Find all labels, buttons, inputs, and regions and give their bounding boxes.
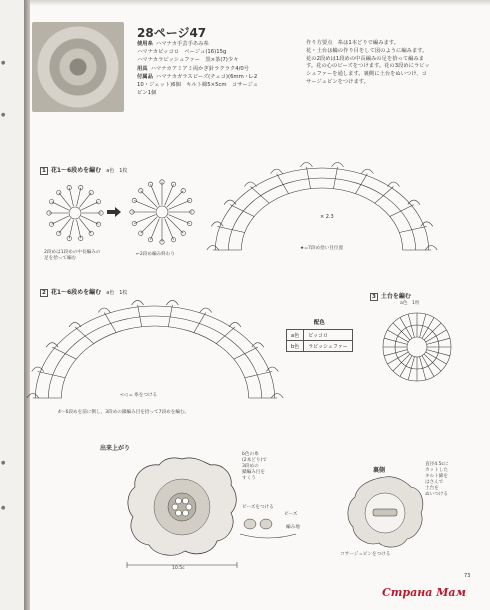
stitch-mark <box>52 202 69 210</box>
bead <box>183 510 189 516</box>
note-line: 作り方要点 糸は1本どりで編みます。 <box>306 40 399 46</box>
stitch-mark <box>81 216 98 224</box>
stitch-loop <box>67 185 71 189</box>
scallop <box>46 343 58 348</box>
stitch-mark <box>151 184 160 205</box>
knit-label: 編み地 <box>286 525 300 530</box>
bead-attach-label: ビーズをつける <box>242 505 274 510</box>
note-line: サージュピンをつけます。 <box>306 78 369 85</box>
repeat-label: × 2.3 <box>320 214 334 220</box>
back-heading: 裏側 <box>373 467 386 474</box>
material-row: 付属品 ハマナカガラスビーズ(チェコ)(6mm・L-2 <box>137 73 258 80</box>
note-line: シュファーを通します。裏側に土台をぬいつけ、コ <box>306 71 427 78</box>
stitch-mark <box>393 354 410 371</box>
stitch-mark <box>194 312 206 332</box>
section1-motif-right <box>125 175 200 250</box>
stitch-mark <box>141 191 157 207</box>
scallop <box>244 182 256 187</box>
stitch-mark <box>424 354 441 371</box>
material-row: 10・ジェット)6個 キルト綿5×5cm コサージュ <box>137 82 259 89</box>
stitch-loop <box>57 231 61 235</box>
materials-list <box>137 40 297 97</box>
scallop <box>166 300 178 305</box>
section1-note-left: 2段めは1段めの中長編みの 足を拾って編む <box>44 250 101 261</box>
scallop <box>224 200 236 205</box>
stitch-mark <box>355 174 367 194</box>
stitch-mark <box>77 220 81 239</box>
bead <box>172 504 178 510</box>
stitch-mark <box>134 201 155 210</box>
scallop <box>252 343 264 348</box>
bead <box>176 498 182 504</box>
stitch-mark <box>234 347 258 359</box>
stitch-mark <box>59 193 71 208</box>
bead <box>176 510 182 516</box>
stitch-loop <box>89 190 93 194</box>
stitch-mark <box>52 216 69 224</box>
section-2-heading: 2 花1～6段めを編む a色 1枚 <box>42 289 128 296</box>
pin-label: コサージュピンをつける <box>340 552 391 557</box>
section1-note-right: ★=7段め拾い目位置 <box>300 246 344 251</box>
section-3-heading: 3 土台を編む <box>372 293 411 300</box>
scallop <box>271 169 283 174</box>
back-flower <box>345 475 425 550</box>
scallop <box>229 322 241 327</box>
instructions-notes <box>306 40 466 87</box>
color-row: b色 ラビッシュファー <box>287 341 353 352</box>
stitch-mark <box>79 218 91 233</box>
material-row: ピン1個 <box>137 90 157 97</box>
stitch-mark <box>216 327 235 344</box>
stitch-mark <box>52 347 76 359</box>
scallop <box>69 322 81 327</box>
stitch-mark <box>81 202 98 210</box>
round-arc <box>61 326 248 398</box>
scallop <box>332 162 344 167</box>
stitch-loop <box>67 236 71 240</box>
bead <box>186 504 192 510</box>
stitch-loop <box>79 185 83 189</box>
previous-page-edge <box>0 0 25 610</box>
stitch-mark <box>151 218 160 239</box>
arrow-icon <box>107 207 121 217</box>
stitch-mark <box>390 205 414 217</box>
stitch-mark <box>217 226 244 232</box>
scallop <box>361 169 373 174</box>
stitch-mark <box>333 167 337 189</box>
stitch-mark <box>167 217 183 233</box>
stitch-mark <box>424 323 441 340</box>
color-row: a色 ピッコロ <box>287 330 353 341</box>
stitch-mark <box>138 305 142 327</box>
flower-photo <box>32 22 124 112</box>
section1-note-mid: ←2段め編み終わり <box>136 252 175 257</box>
round-arc <box>48 316 261 398</box>
section1-motif-left <box>40 178 110 248</box>
note-line: 花・土台は輪の作り目をして図のように編みます。 <box>306 47 428 54</box>
stitch-loop <box>89 231 93 235</box>
scallop <box>200 308 212 313</box>
watermark: Страна Мам <box>382 586 466 599</box>
stitch-mark <box>165 218 174 239</box>
stitch-mark <box>77 188 81 207</box>
page-title: 28ページ47 <box>137 26 207 40</box>
back-labels: 直径4.5cに カットした キルト綿を はさんで 土台を ぬいつける <box>425 462 449 497</box>
section1-fan-chart <box>222 160 422 255</box>
stitch-mark <box>104 312 116 332</box>
stitch-mark <box>79 193 91 208</box>
scallop <box>388 182 400 187</box>
stitch-loop <box>79 236 83 240</box>
scallop <box>132 300 144 305</box>
stitch-mark <box>134 215 155 224</box>
stitch-mark <box>75 327 94 344</box>
finished-flower <box>125 455 240 560</box>
note-line: す。花の心のビーズをつけます。花の3段めにラビッ <box>306 63 430 70</box>
stitch-mark <box>375 187 394 204</box>
dimension-label: 10.5c <box>172 566 185 571</box>
material-row: 使用糸 ハマナカ手芸手あみ糸 <box>137 41 209 47</box>
section3-sub: a色 1枚 <box>400 301 420 306</box>
page-top-shadow <box>30 0 490 6</box>
finished-yarn-label: b色の糸 (2本どり)で 3段めの 鎖編み目を すくう <box>242 452 267 481</box>
stitch-mark <box>69 220 73 239</box>
note-line: 花の2段めは1段めの中長編みの足を拾って編みま <box>306 55 424 62</box>
stitch-mark <box>168 305 172 327</box>
stitch-mark <box>141 217 157 233</box>
stitch-mark <box>393 323 410 340</box>
stitch-mark <box>168 215 189 224</box>
stitch-mark <box>277 174 289 194</box>
thread-attach-note: <◁ = 糸をつける <box>120 393 158 398</box>
color-table-title: 配色 <box>313 320 325 326</box>
page-number: 73 <box>464 573 471 579</box>
round-arc <box>215 168 428 250</box>
section-1-heading: 1 花1～6段めを編む a色 1枚 <box>42 167 128 174</box>
scallop <box>408 200 420 205</box>
stitch-mark <box>59 218 71 233</box>
material-row: ハマナカピッコロ ベージュ(16)15g <box>137 49 227 56</box>
stitch-mark <box>165 184 174 205</box>
scallop <box>98 308 110 313</box>
color-table <box>286 318 353 352</box>
stitch-mark <box>168 201 189 210</box>
bead <box>183 498 189 504</box>
round-arc <box>35 306 274 398</box>
stitch-mark <box>306 167 310 189</box>
scallop <box>300 162 312 167</box>
bead-label: ビーズ <box>284 512 298 517</box>
stitch-mark <box>230 205 254 217</box>
material-row: ハマナカラビッシュファー 黒×茶(7)少々 <box>137 57 239 64</box>
stitch-mark <box>167 191 183 207</box>
material-row: 用具 ハマナカアミアミ両かぎ針ラクラク4/0号 <box>137 65 250 72</box>
section2-caption: 4～6段めを前に倒し、3段めの鎖編み目を拾って7段めを編む。 <box>58 410 190 415</box>
stitch-mark <box>69 188 73 207</box>
finished-heading: 出来上がり <box>100 445 131 452</box>
stitch-loop <box>57 190 61 194</box>
stitch-mark <box>250 187 269 204</box>
section2-fan-chart <box>45 298 265 403</box>
base-circle-chart <box>380 310 455 385</box>
